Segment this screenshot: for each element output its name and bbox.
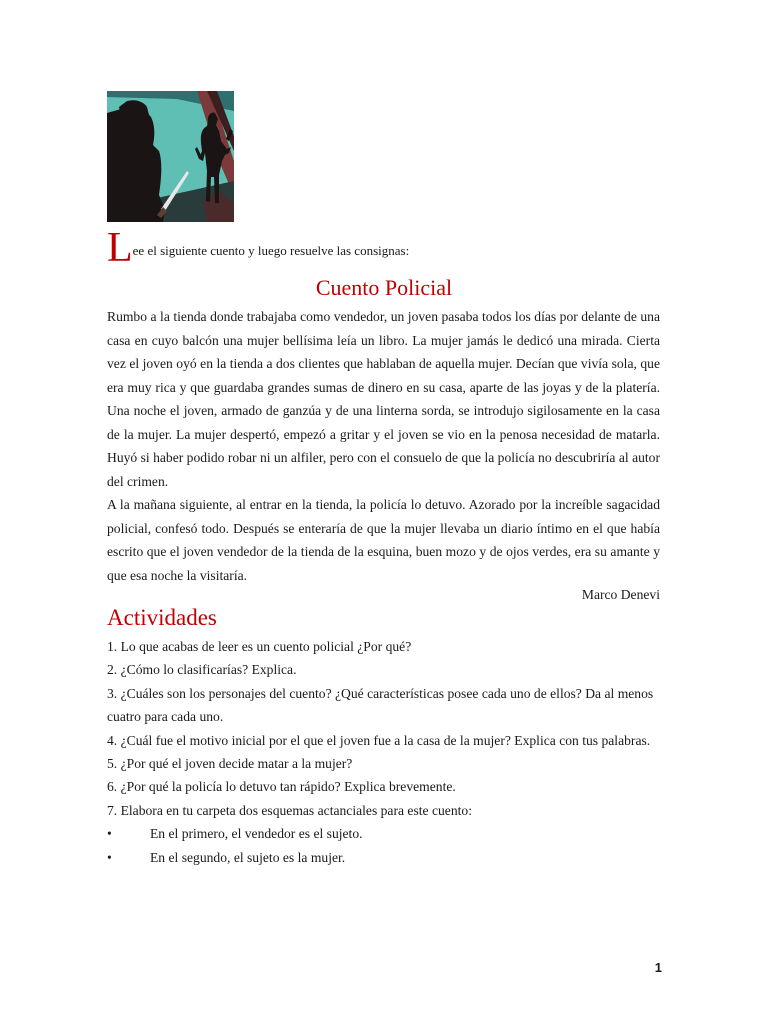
bullet-icon: • <box>107 849 112 865</box>
activity-item: 5. ¿Por qué el joven decide matar a la mujer? <box>107 756 353 772</box>
activity-item: 6. ¿Por qué la policía lo detuvo tan rápido? Explica brevemente. <box>107 779 456 795</box>
page-number: 1 <box>654 960 662 975</box>
intro-text: ee el siguiente cuento y luego resuelve las consignas: <box>132 243 410 258</box>
intro-dropcap: L <box>107 225 133 271</box>
activities-list <box>107 635 660 869</box>
crime-scene-illustration <box>107 91 234 222</box>
bullet-text: En el segundo, el sujeto es la mujer. <box>150 849 346 865</box>
story-title: Cuento Policial <box>315 275 453 300</box>
intro-line <box>107 225 667 271</box>
bullet-icon: • <box>107 826 112 842</box>
activity-item: 4. ¿Cuál fue el motivo inicial por el que el joven fue a la casa de la mujer? Explica con tus palabras. <box>107 732 651 748</box>
bullet-text: En el primero, el vendedor es el sujeto. <box>150 826 363 842</box>
story-author: Marco Denevi <box>581 587 660 602</box>
activity-bullet <box>107 846 660 869</box>
activities-title: Actividades <box>107 605 217 630</box>
activity-bullet <box>107 822 660 845</box>
story-paragraph: A la mañana siguiente, al entrar en la tienda, la policía lo detuvo. Azorado por la increíble sagacidad policial, confesó todo. Después se enteraría de que la mujer llevaba un diario íntimo en el que había escrito que el joven vendedor de la tienda de la esquina, buen mozo y de ojos verdes, era su amante y que esa noche la visitaría. <box>107 497 660 583</box>
activity-item: 2. ¿Cómo lo clasificarías? Explica. <box>107 662 297 678</box>
activity-item: 3. ¿Cuáles son los personajes del cuento? ¿Qué características posee cada uno de ellos? Da al menos cuatro para cada uno. <box>107 685 654 725</box>
activity-item: 1. Lo que acabas de leer es un cuento policial ¿Por qué? <box>107 639 412 654</box>
activity-item: 7. Elabora en tu carpeta dos esquemas actanciales para este cuento: <box>107 802 472 818</box>
story-body <box>107 305 660 587</box>
story-paragraph: Rumbo a la tienda donde trabajaba como vendedor, un joven pasaba todos los días por delante de una casa en cuyo balcón una mujer bellísima leía un libro. La mujer jamás le dedicó una mirada. Cierta vez el joven oyó en la tienda a dos clientes que hablaban de aquella mujer. Decían que vivía sola, que era muy rica y que guardaba grandes sumas de dinero en su casa, aparte de las joyas y de la platería. Una noche el joven, armado de ganzúa y de una linterna sorda, se introdujo sigilosamente en la casa de la mujer. La mujer despertó, empezó a gritar y el joven se vio en la penosa necesidad de matarla. Huyó si haber podido robar ni un alfiler, pero con el consuelo de que la policía no descubriría al autor del crimen. <box>107 309 660 489</box>
